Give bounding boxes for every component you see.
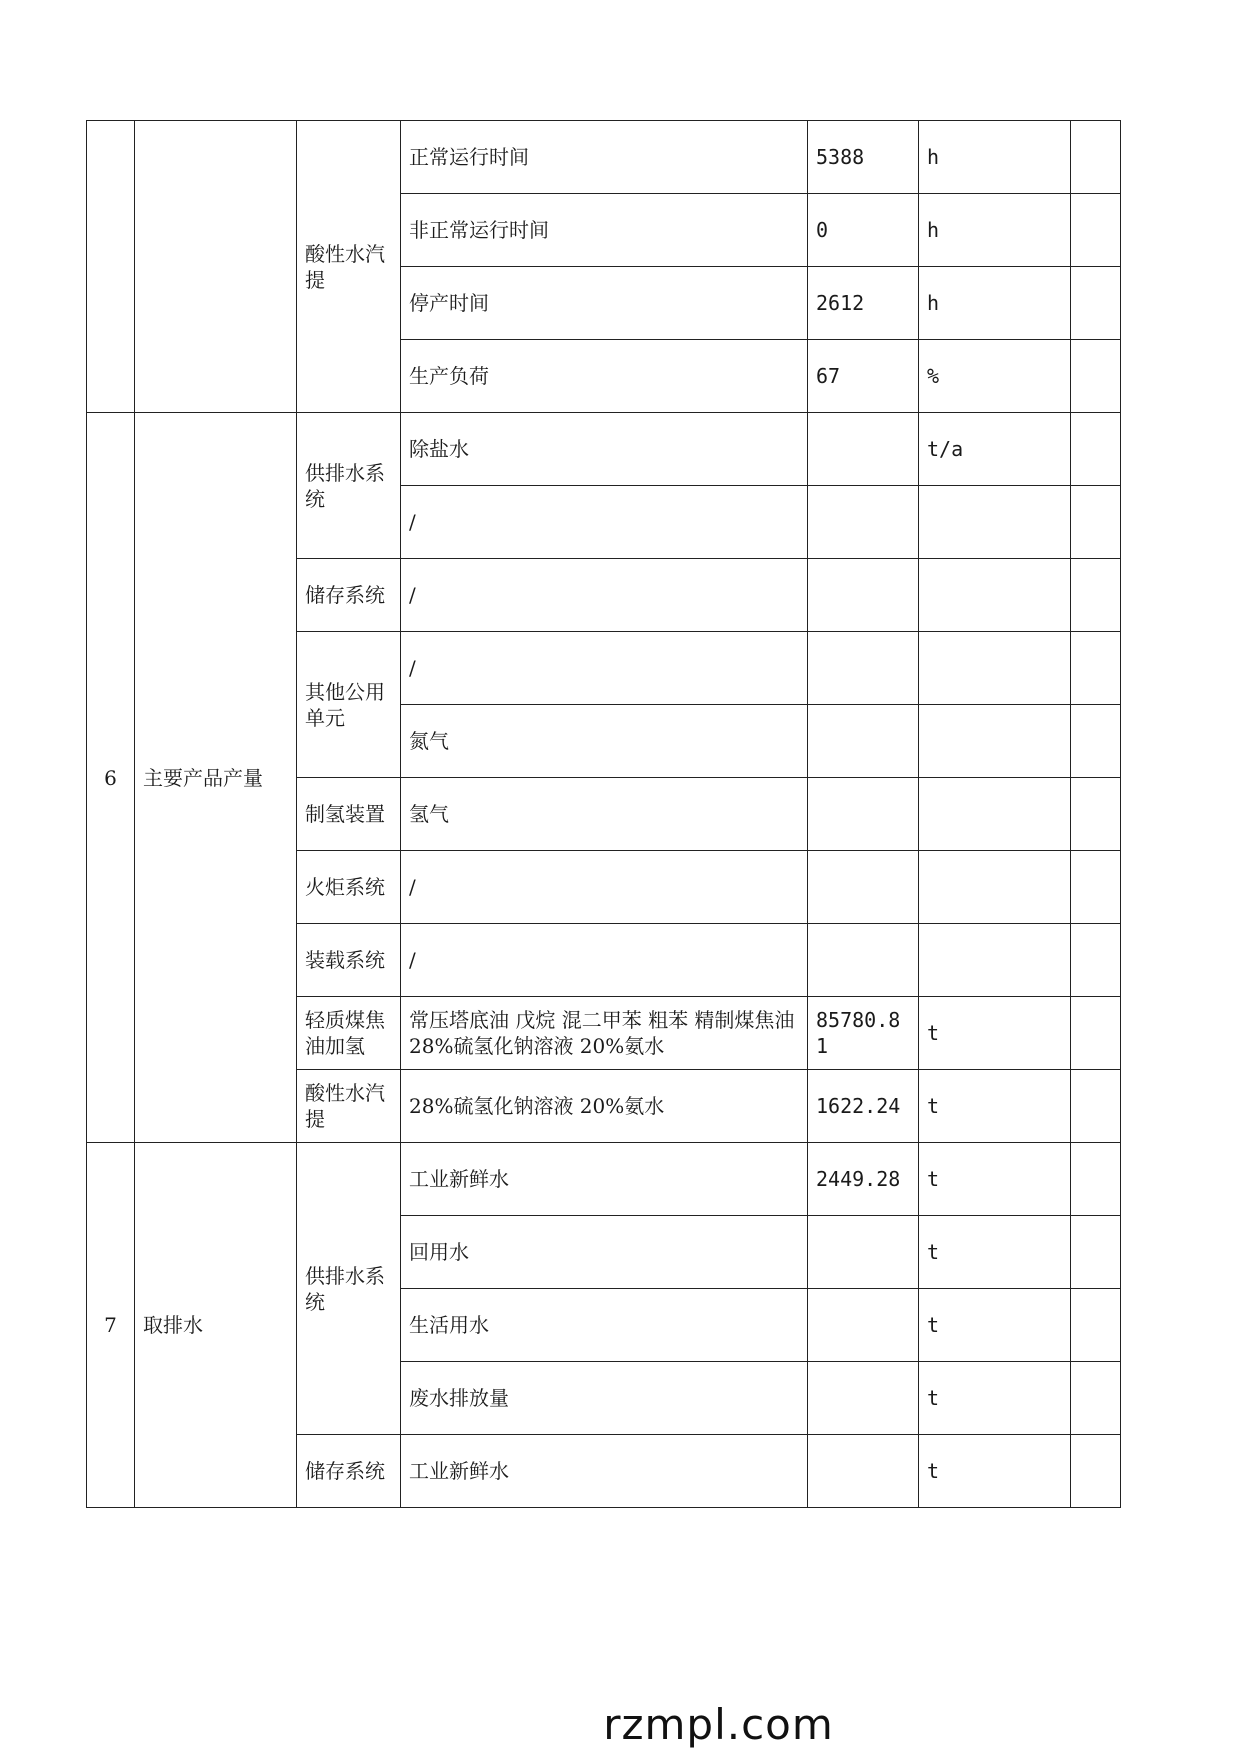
value-cell: 2612 <box>808 267 919 340</box>
unit-label-cell <box>919 632 1071 705</box>
value-cell <box>808 1216 919 1289</box>
remark-cell <box>1071 267 1121 340</box>
item-cell: 常压塔底油 戊烷 混二甲苯 粗苯 精制煤焦油 28%硫氢化钠溶液 20%氨水 <box>401 997 808 1070</box>
unit-label-cell <box>919 559 1071 632</box>
unit-label-cell: h <box>919 194 1071 267</box>
remark-cell <box>1071 1362 1121 1435</box>
unit-cell: 装载系统 <box>297 924 401 997</box>
item-cell: / <box>401 851 808 924</box>
remark-cell <box>1071 632 1121 705</box>
unit-label-cell <box>919 486 1071 559</box>
unit-cell: 火炬系统 <box>297 851 401 924</box>
item-cell: / <box>401 924 808 997</box>
section-name-cell: 取排水 <box>135 1143 297 1508</box>
item-cell: / <box>401 486 808 559</box>
value-cell: 0 <box>808 194 919 267</box>
item-cell: 28%硫氢化钠溶液 20%氨水 <box>401 1070 808 1143</box>
remark-cell <box>1071 1289 1121 1362</box>
value-cell: 5388 <box>808 121 919 194</box>
value-cell <box>808 924 919 997</box>
item-cell: 回用水 <box>401 1216 808 1289</box>
unit-cell: 酸性水汽提 <box>297 1070 401 1143</box>
unit-label-cell: % <box>919 340 1071 413</box>
remark-cell <box>1071 705 1121 778</box>
unit-cell: 储存系统 <box>297 1435 401 1508</box>
remark-cell <box>1071 778 1121 851</box>
value-cell: 67 <box>808 340 919 413</box>
remark-cell <box>1071 121 1121 194</box>
value-cell <box>808 1435 919 1508</box>
remark-cell <box>1071 924 1121 997</box>
remark-cell <box>1071 1143 1121 1216</box>
unit-cell: 供排水系统 <box>297 413 401 559</box>
section-number-cell: 7 <box>87 1143 135 1508</box>
remark-cell <box>1071 559 1121 632</box>
watermark <box>0 1700 1241 1749</box>
remark-cell <box>1071 340 1121 413</box>
unit-label-cell: t <box>919 1435 1071 1508</box>
remark-cell <box>1071 997 1121 1070</box>
watermark-text: rzmpl.com <box>603 1700 834 1749</box>
unit-cell: 轻质煤焦油加氢 <box>297 997 401 1070</box>
table-row <box>87 121 1121 194</box>
unit-label-cell <box>919 924 1071 997</box>
remark-cell <box>1071 1435 1121 1508</box>
unit-label-cell <box>919 851 1071 924</box>
item-cell: 氢气 <box>401 778 808 851</box>
remark-cell <box>1071 851 1121 924</box>
value-cell <box>808 559 919 632</box>
unit-cell: 其他公用单元 <box>297 632 401 778</box>
item-cell: 非正常运行时间 <box>401 194 808 267</box>
item-cell: 停产时间 <box>401 267 808 340</box>
value-cell <box>808 851 919 924</box>
unit-label-cell: h <box>919 121 1071 194</box>
unit-label-cell: t <box>919 1070 1071 1143</box>
value-cell: 1622.24 <box>808 1070 919 1143</box>
unit-cell: 储存系统 <box>297 559 401 632</box>
remark-cell <box>1071 1070 1121 1143</box>
value-cell <box>808 1362 919 1435</box>
section-name-cell: 主要产品产量 <box>135 413 297 1143</box>
remark-cell <box>1071 1216 1121 1289</box>
remark-cell <box>1071 413 1121 486</box>
item-cell: 生活用水 <box>401 1289 808 1362</box>
remark-cell <box>1071 486 1121 559</box>
value-cell <box>808 632 919 705</box>
value-cell <box>808 486 919 559</box>
unit-label-cell: t <box>919 1289 1071 1362</box>
value-cell <box>808 413 919 486</box>
value-cell <box>808 705 919 778</box>
value-cell: 2449.28 <box>808 1143 919 1216</box>
value-cell: 85780.81 <box>808 997 919 1070</box>
section-number-cell <box>87 121 135 413</box>
item-cell: 生产负荷 <box>401 340 808 413</box>
item-cell: / <box>401 632 808 705</box>
table-row <box>87 413 1121 486</box>
remark-cell <box>1071 194 1121 267</box>
item-cell: 正常运行时间 <box>401 121 808 194</box>
item-cell: 工业新鲜水 <box>401 1435 808 1508</box>
unit-label-cell: h <box>919 267 1071 340</box>
unit-label-cell: t <box>919 997 1071 1070</box>
section-name-cell <box>135 121 297 413</box>
item-cell: 氮气 <box>401 705 808 778</box>
unit-cell: 制氢装置 <box>297 778 401 851</box>
value-cell <box>808 778 919 851</box>
unit-cell: 酸性水汽提 <box>297 121 401 413</box>
unit-label-cell: t <box>919 1362 1071 1435</box>
value-cell <box>808 1289 919 1362</box>
data-table <box>86 120 1121 1508</box>
unit-label-cell <box>919 778 1071 851</box>
unit-label-cell: t/a <box>919 413 1071 486</box>
unit-label-cell: t <box>919 1216 1071 1289</box>
item-cell: 废水排放量 <box>401 1362 808 1435</box>
table-row <box>87 1143 1121 1216</box>
unit-label-cell <box>919 705 1071 778</box>
item-cell: / <box>401 559 808 632</box>
item-cell: 除盐水 <box>401 413 808 486</box>
section-number-cell: 6 <box>87 413 135 1143</box>
item-cell: 工业新鲜水 <box>401 1143 808 1216</box>
unit-label-cell: t <box>919 1143 1071 1216</box>
unit-cell: 供排水系统 <box>297 1143 401 1435</box>
